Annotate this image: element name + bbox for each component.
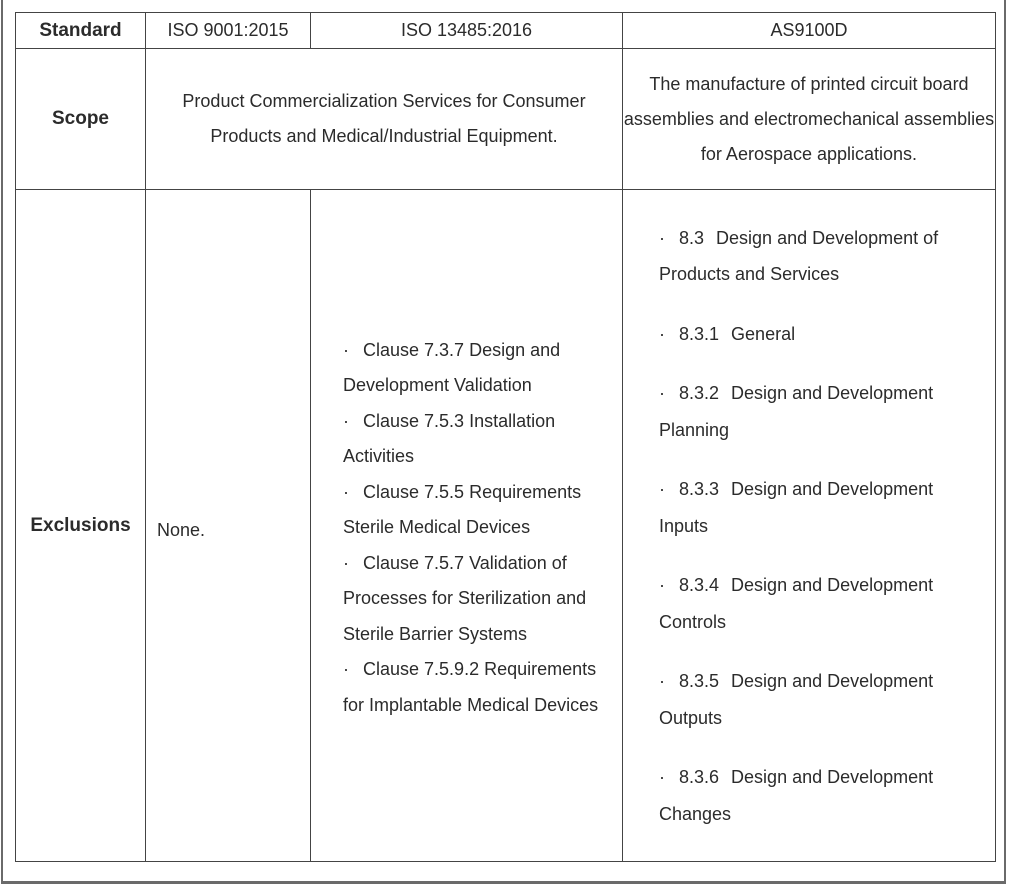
iso13485-exclusion-item bbox=[343, 652, 608, 723]
as9100-header: AS9100D bbox=[623, 13, 996, 49]
iso13485-exclusion-text: Clause 7.5.7 Validation of Processes for Sterilization and Sterile Barrier Systems bbox=[343, 552, 587, 644]
exclusions-label: Exclusions bbox=[16, 190, 146, 862]
as9100-exclusion-item bbox=[659, 316, 981, 353]
iso13485-exclusion-text: Clause 7.3.7 Design and Development Validation bbox=[343, 339, 561, 396]
as9100-exclusion-item bbox=[659, 375, 981, 448]
iso-scope-value: Product Commercialization Services for Consumer Products and Medical/Industrial Equipment. bbox=[182, 91, 586, 146]
scope-row bbox=[16, 49, 996, 190]
iso13485-exclusion-text: Clause 7.5.5 Requirements Sterile Medical Devices bbox=[343, 481, 582, 538]
iso13485-exclusion-text: Clause 7.5.9.2 Requirements for Implantable Medical Devices bbox=[343, 659, 599, 715]
as9100-exclusion-item bbox=[659, 220, 981, 293]
iso13485-exclusion-text: Clause 7.5.3 Installation Activities bbox=[343, 410, 556, 467]
clause-number: 8.3.4 bbox=[679, 575, 720, 596]
as9100-exclusions-list bbox=[623, 196, 995, 833]
iso13485-header: ISO 13485:2016 bbox=[311, 13, 623, 49]
iso13485-exclusion-item bbox=[343, 404, 608, 475]
bullet-glyph: · bbox=[659, 323, 665, 344]
bullet-glyph: · bbox=[659, 383, 665, 404]
bullet-glyph: · bbox=[343, 481, 349, 502]
bullet-glyph: · bbox=[659, 479, 665, 500]
clause-number: 8.3.5 bbox=[679, 671, 720, 692]
clause-title: Design and Development Planning bbox=[659, 383, 934, 440]
bullet-glyph: · bbox=[343, 552, 349, 573]
bullet-glyph: · bbox=[343, 339, 349, 360]
scope-label: Scope bbox=[16, 49, 146, 190]
clause-number: 8.3 bbox=[679, 227, 705, 248]
bullet-glyph: · bbox=[343, 659, 349, 680]
clause-number: 8.3.2 bbox=[679, 383, 720, 404]
iso9001-exclusions-cell bbox=[146, 190, 311, 862]
clause-title: Design and Development Inputs bbox=[659, 479, 934, 536]
clause-title: Design and Development Controls bbox=[659, 575, 934, 632]
iso13485-exclusions-list bbox=[311, 328, 622, 724]
bullet-glyph: · bbox=[343, 410, 349, 431]
iso13485-exclusion-item bbox=[343, 475, 608, 546]
as9100-scope-value: The manufacture of printed circuit board assemblies and electromechanical assemblies for Aerospace applications. bbox=[623, 73, 995, 164]
bullet-glyph: · bbox=[659, 671, 665, 692]
bullet-glyph: · bbox=[659, 575, 665, 596]
certification-table bbox=[15, 12, 996, 862]
clause-number: 8.3.3 bbox=[679, 479, 720, 500]
bullet-glyph: · bbox=[659, 227, 665, 248]
iso13485-exclusion-item bbox=[343, 546, 608, 653]
clause-title: General bbox=[731, 323, 796, 344]
exclusions-row bbox=[16, 190, 996, 862]
as9100-exclusion-item bbox=[659, 759, 981, 832]
clause-number: 8.3.6 bbox=[679, 767, 720, 788]
iso9001-exclusions-value: None. bbox=[157, 520, 206, 540]
as9100-exclusion-item bbox=[659, 471, 981, 544]
clause-number: 8.3.1 bbox=[679, 323, 720, 344]
as9100-exclusion-item bbox=[659, 663, 981, 736]
iso-scope-text bbox=[146, 49, 623, 190]
iso13485-exclusions-cell bbox=[311, 190, 623, 862]
clause-title: Design and Development Outputs bbox=[659, 671, 934, 728]
clause-title: Design and Development of Products and Services bbox=[659, 227, 939, 285]
iso13485-exclusion-item bbox=[343, 333, 608, 404]
as9100-exclusions-cell bbox=[623, 190, 996, 862]
as9100-exclusion-item bbox=[659, 567, 981, 640]
bullet-glyph: · bbox=[659, 767, 665, 788]
standard-header: Standard bbox=[16, 13, 146, 49]
as9100-scope-text bbox=[623, 49, 996, 190]
iso9001-header: ISO 9001:2015 bbox=[146, 13, 311, 49]
clause-title: Design and Development Changes bbox=[659, 767, 934, 824]
header-row bbox=[16, 13, 996, 49]
